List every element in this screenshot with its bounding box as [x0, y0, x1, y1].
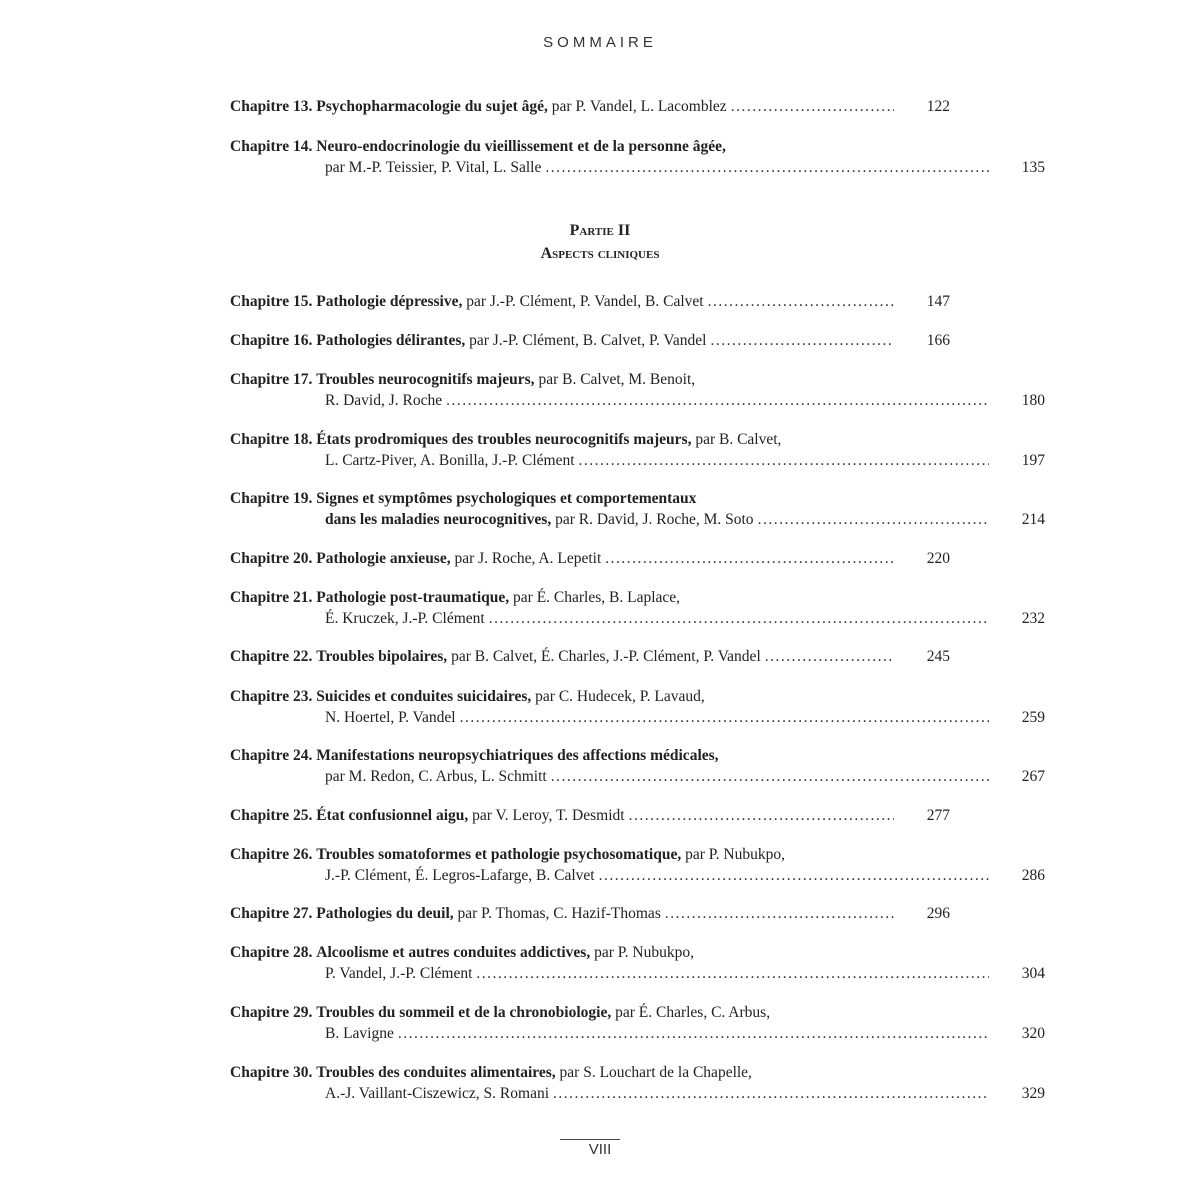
part-label: Partie II — [569, 222, 631, 239]
page-number: 122 — [926, 98, 950, 115]
chapter-number: Chapitre 22. — [230, 648, 313, 665]
chapter-authors: par M.-P. Teissier, P. Vital, L. Salle — [325, 159, 542, 176]
page-number: 259 — [1021, 709, 1045, 726]
chapter-number: Chapitre 26. — [230, 846, 313, 863]
page-number: 320 — [1021, 1025, 1045, 1042]
chapter-authors: A.-J. Vaillant-Ciszewicz, S. Romani — [325, 1085, 550, 1102]
dot-leader — [446, 390, 989, 411]
chapter-title: Troubles du sommeil et de la chronobiologie, — [316, 1004, 612, 1021]
chapter-number: Chapitre 23. — [230, 688, 313, 705]
footer-rule — [560, 1139, 620, 1140]
chapter-authors: P. Vandel, J.-P. Clément — [325, 965, 473, 982]
chapter-title: Suicides et conduites suicidaires, — [316, 688, 532, 705]
dot-leader — [605, 548, 894, 569]
page-number: 245 — [926, 648, 950, 665]
toc-entry — [230, 369, 1045, 411]
toc-entry — [230, 844, 1045, 886]
chapter-number: Chapitre 21. — [230, 589, 313, 606]
chapter-title: États prodromiques des troubles neurocognitifs majeurs, — [316, 431, 692, 448]
chapter-authors: par É. Charles, C. Arbus, — [611, 1004, 771, 1021]
dot-leader — [551, 766, 989, 787]
toc-entry — [230, 96, 950, 117]
page-number: 214 — [1021, 511, 1045, 528]
toc-entry — [230, 291, 950, 312]
chapter-authors: par B. Calvet, — [691, 431, 782, 448]
chapter-title: Psychopharmacologie du sujet âgé, — [316, 98, 548, 115]
toc-entry — [230, 488, 1045, 530]
chapter-number: Chapitre 18. — [230, 431, 313, 448]
page-number: 329 — [1021, 1085, 1045, 1102]
running-header: SOMMAIRE — [543, 34, 657, 51]
toc-entry — [230, 1002, 1045, 1044]
chapter-authors: par É. Charles, B. Laplace, — [509, 589, 681, 606]
chapter-authors: par P. Nubukpo, — [590, 944, 694, 961]
dot-leader — [579, 450, 989, 471]
chapter-authors: par R. David, J. Roche, M. Soto — [551, 511, 754, 528]
chapter-title: Troubles bipolaires, — [316, 648, 448, 665]
chapter-number: Chapitre 20. — [230, 550, 313, 567]
chapter-authors: par J.-P. Clément, B. Calvet, P. Vandel — [465, 332, 707, 349]
chapter-title: Pathologies du deuil, — [316, 905, 454, 922]
chapter-number: Chapitre 29. — [230, 1004, 313, 1021]
toc-entry — [230, 805, 950, 826]
dot-leader — [629, 805, 894, 826]
chapter-authors: É. Kruczek, J.-P. Clément — [325, 610, 485, 627]
dot-leader — [398, 1023, 989, 1044]
chapter-title: Neuro-endocrinologie du vieillissement et de la personne âgée, — [316, 138, 726, 155]
toc-entry — [230, 942, 1045, 984]
part-title: Aspects cliniques — [540, 245, 660, 262]
toc-entry — [230, 330, 950, 351]
chapter-number: Chapitre 16. — [230, 332, 313, 349]
chapter-title: Troubles somatoformes et pathologie psychosomatique, — [316, 846, 682, 863]
dot-leader — [553, 1083, 989, 1104]
chapter-authors: par B. Calvet, É. Charles, J.-P. Clément, P. Vandel — [447, 648, 761, 665]
chapter-title: Manifestations neuropsychiatriques des affections médicales, — [316, 747, 719, 764]
chapter-authors: R. David, J. Roche — [325, 392, 443, 409]
toc-entry — [230, 903, 950, 924]
page-number: 296 — [926, 905, 950, 922]
chapter-number: Chapitre 13. — [230, 98, 313, 115]
chapter-title: Pathologies délirantes, — [316, 332, 466, 349]
chapter-authors: par P. Vandel, L. Lacomblez — [547, 98, 727, 115]
chapter-title: Pathologie post-traumatique, — [316, 589, 510, 606]
chapter-title: État confusionnel aigu, — [316, 807, 469, 824]
chapter-authors: par J. Roche, A. Lepetit — [450, 550, 602, 567]
part-heading — [0, 219, 1200, 265]
page-number: 304 — [1021, 965, 1045, 982]
page-number: 197 — [1021, 452, 1045, 469]
chapter-number: Chapitre 17. — [230, 371, 313, 388]
chapter-title: Signes et symptômes psychologiques et comportementaux — [316, 490, 697, 507]
chapter-authors: J.-P. Clément, É. Legros-Lafarge, B. Calvet — [325, 867, 595, 884]
page-number: 220 — [926, 550, 950, 567]
chapter-authors: L. Cartz-Piver, A. Bonilla, J.-P. Clément — [325, 452, 575, 469]
chapter-number: Chapitre 27. — [230, 905, 313, 922]
page-number: 267 — [1021, 768, 1045, 785]
page-number: 232 — [1021, 610, 1045, 627]
chapter-number: Chapitre 19. — [230, 490, 313, 507]
toc-entry — [230, 429, 1045, 471]
chapter-authors: par P. Nubukpo, — [681, 846, 785, 863]
toc-entry — [230, 136, 1045, 178]
toc-entry — [230, 587, 1045, 629]
dot-leader — [758, 509, 989, 530]
chapter-authors: B. Lavigne — [325, 1025, 394, 1042]
chapter-number: Chapitre 30. — [230, 1064, 313, 1081]
toc-entry — [230, 1062, 1045, 1104]
chapter-number: Chapitre 25. — [230, 807, 313, 824]
chapter-authors: par P. Thomas, C. Hazif-Thomas — [453, 905, 661, 922]
chapter-title: Pathologie anxieuse, — [316, 550, 451, 567]
chapter-number: Chapitre 24. — [230, 747, 313, 764]
chapter-title: Pathologie dépressive, — [316, 293, 463, 310]
dot-leader — [545, 157, 989, 178]
page-number: 286 — [1021, 867, 1045, 884]
dot-leader — [665, 903, 894, 924]
chapter-authors: par C. Hudecek, P. Lavaud, — [531, 688, 705, 705]
dot-leader — [710, 330, 894, 351]
toc-entry — [230, 646, 950, 667]
toc-entry — [230, 745, 1045, 787]
toc-entry — [230, 548, 950, 569]
page-number: 147 — [926, 293, 950, 310]
page-number: 180 — [1021, 392, 1045, 409]
dot-leader — [489, 608, 989, 629]
toc-entry — [230, 686, 1045, 728]
page-number: 135 — [1021, 159, 1045, 176]
chapter-title-cont: dans les maladies neurocognitives, — [325, 511, 552, 528]
dot-leader — [476, 963, 989, 984]
chapter-title: Troubles des conduites alimentaires, — [316, 1064, 556, 1081]
dot-leader — [460, 707, 989, 728]
dot-leader — [731, 96, 894, 117]
chapter-number: Chapitre 28. — [230, 944, 313, 961]
page-number: 277 — [926, 807, 950, 824]
dot-leader — [708, 291, 894, 312]
chapter-authors: par M. Redon, C. Arbus, L. Schmitt — [325, 768, 547, 785]
chapter-authors: par S. Louchart de la Chapelle, — [555, 1064, 752, 1081]
chapter-number: Chapitre 14. — [230, 138, 313, 155]
chapter-title: Troubles neurocognitifs majeurs, — [316, 371, 535, 388]
dot-leader — [765, 646, 894, 667]
chapter-authors: par J.-P. Clément, P. Vandel, B. Calvet — [462, 293, 704, 310]
dot-leader — [599, 865, 989, 886]
page-number: VIII — [588, 1141, 612, 1158]
chapter-authors: N. Hoertel, P. Vandel — [325, 709, 456, 726]
chapter-title: Alcoolisme et autres conduites addictives, — [316, 944, 591, 961]
page-number: 166 — [926, 332, 950, 349]
chapter-authors: par B. Calvet, M. Benoit, — [534, 371, 696, 388]
chapter-number: Chapitre 15. — [230, 293, 313, 310]
chapter-authors: par V. Leroy, T. Desmidt — [468, 807, 625, 824]
